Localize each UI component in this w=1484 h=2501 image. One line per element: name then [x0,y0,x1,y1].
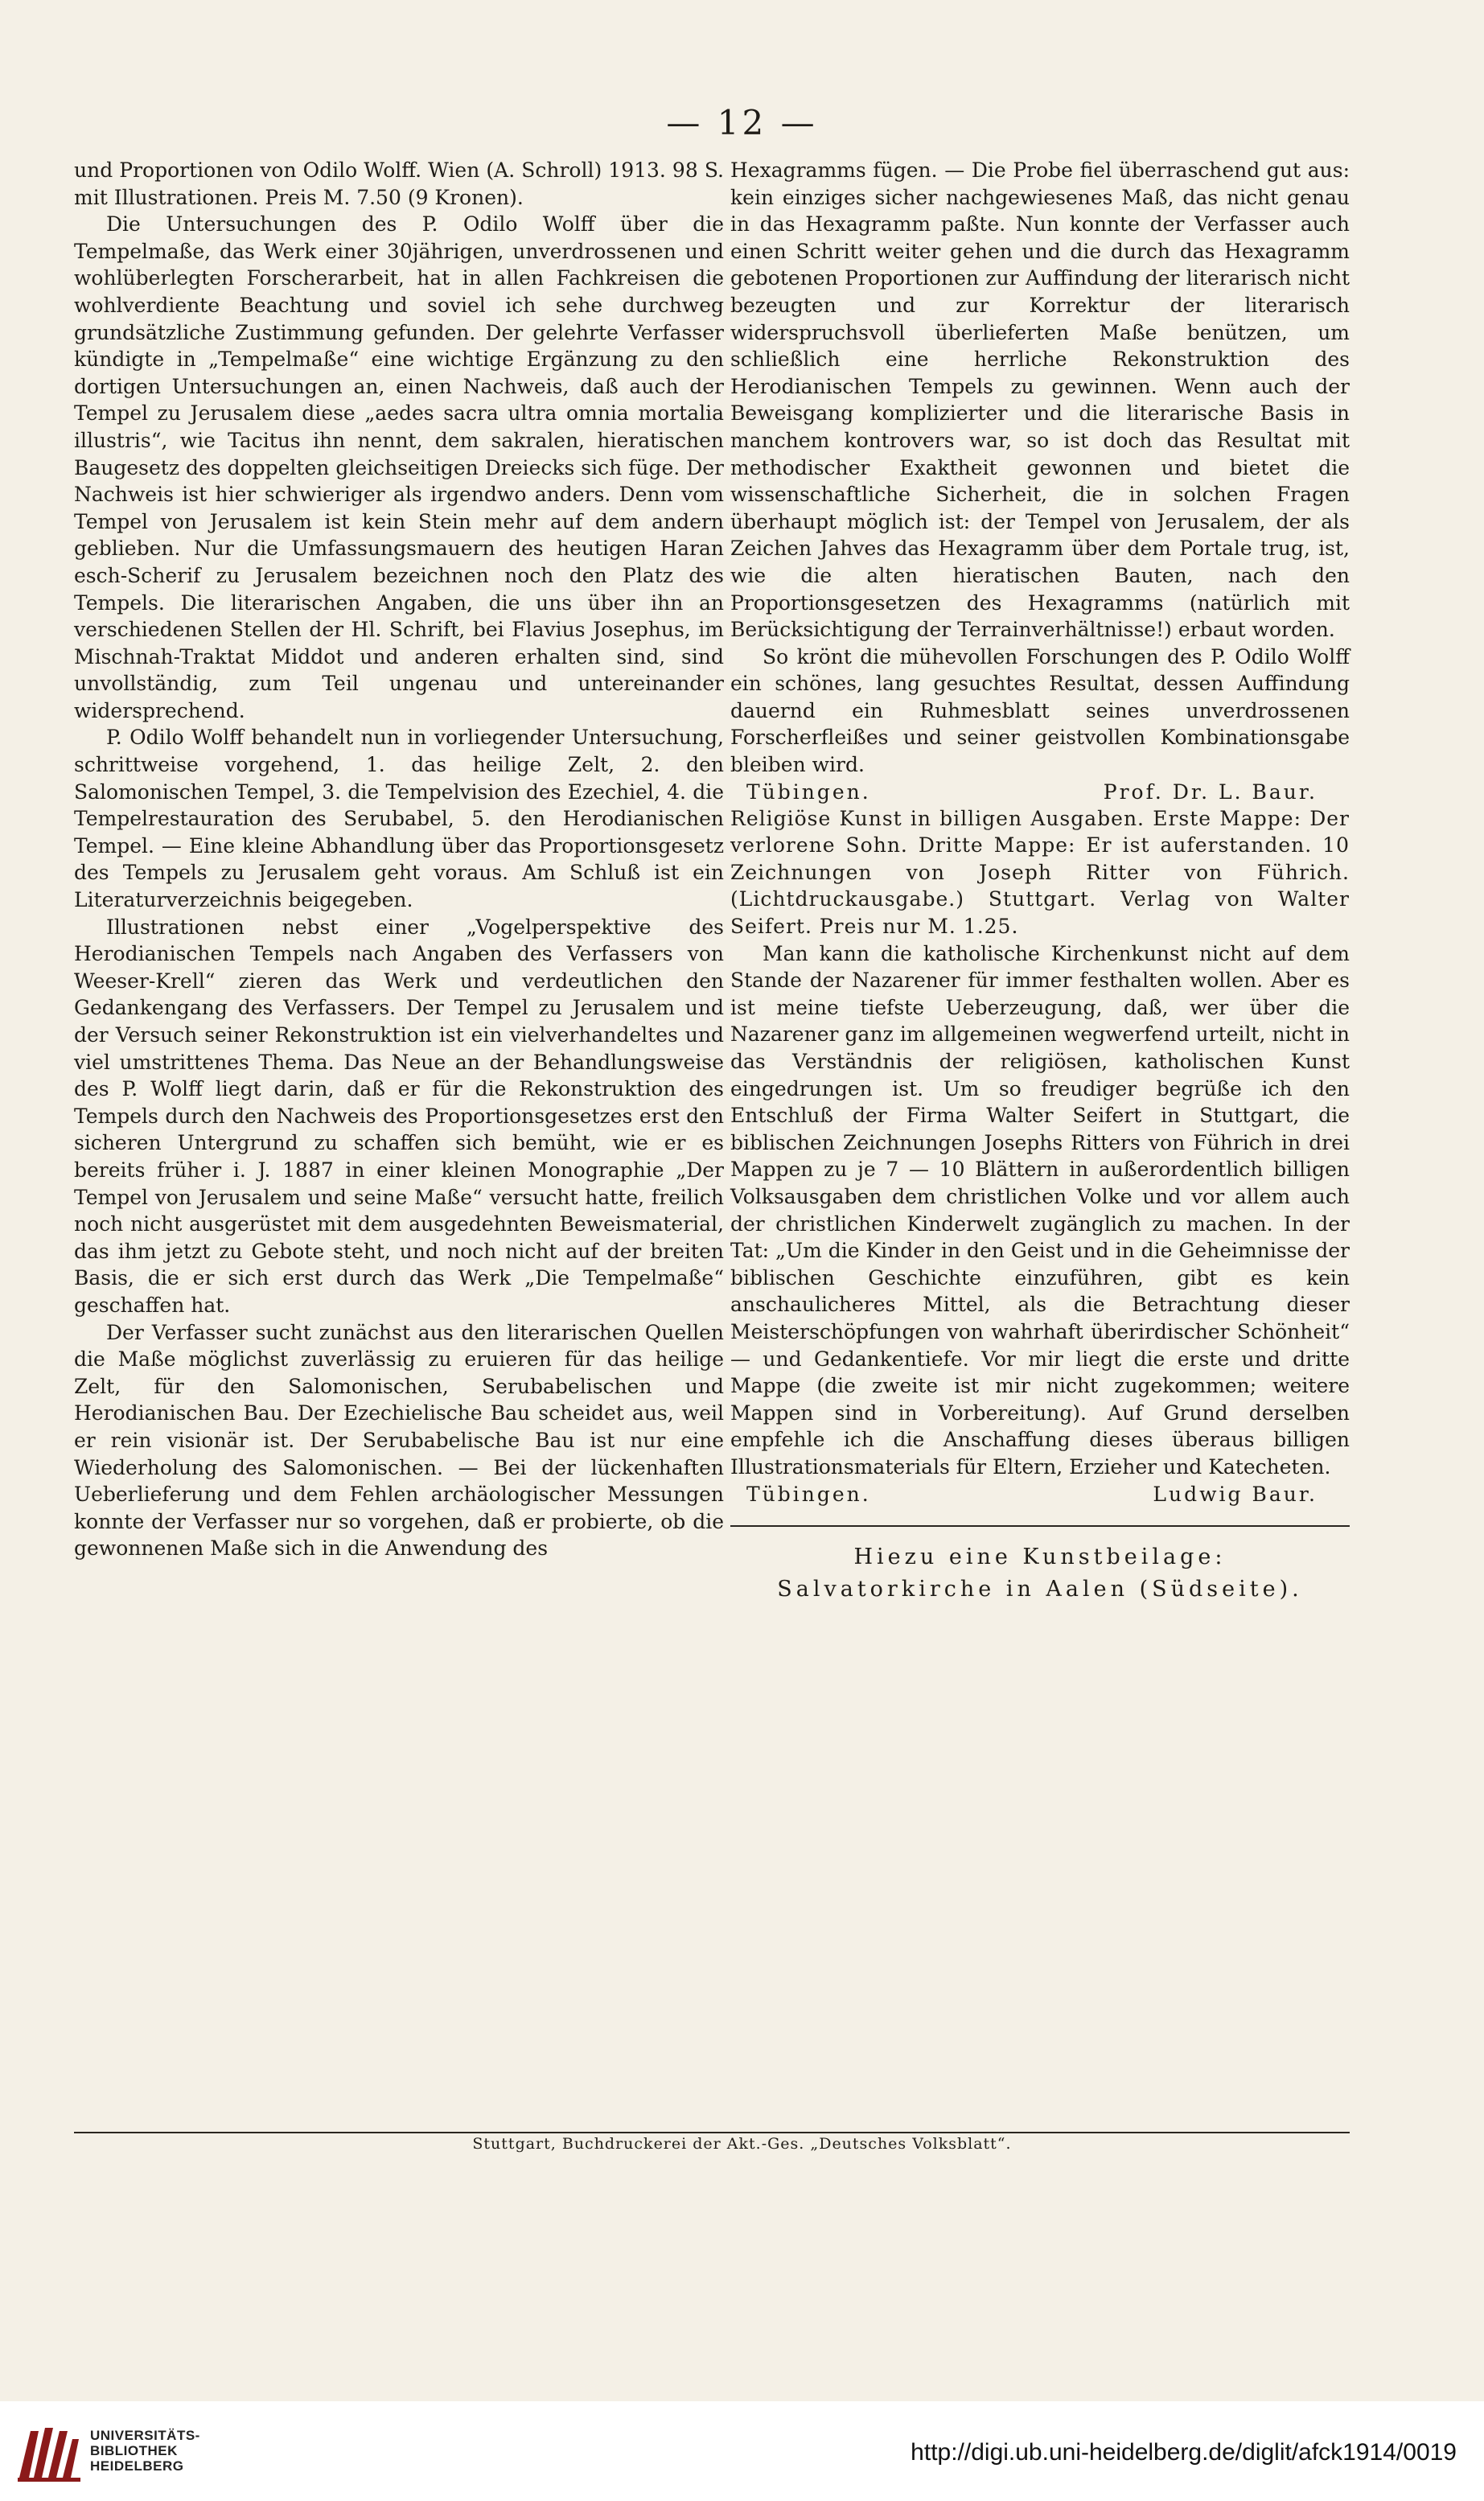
review-headline: und Proportionen von Odilo Wolff. Wien (A. Schroll) 1913. 98 S. mit Illustrationen. Preis M. 7.50 (9 Kronen). [74,158,724,209]
page-number: — 12 — [666,103,818,142]
paragraph: Die Untersuchungen des P. Odilo Wolff über die Tempelmaße, das Werk einer 30jährigen, unverdrossenen und wohlüberlegten Forscherarbeit, hat in allen Fachkreisen die wohlverdiente Beachtung und soviel ich sehe durchweg grundsätzliche Zustimmung gefunden. Der gelehrte Verfasser kündigte in „Tempelmaße“ eine wichtige Ergänzung zu den dortigen Untersuchungen an, einen Nachweis, daß auch der Tempel zu Jerusalem diese „aedes sacra ultra omnia mortalia illustris“, wie Tacitus ihn nennt, dem sakralen, hieratischen Baugesetz des doppelten gleichseitigen Dreiecks sich füge. Der Nachweis ist hier schwieriger als irgendwo anders. Denn vom Tempel von Jerusalem ist kein Stein mehr auf dem andern geblieben. Nur die Umfassungsmauern des heutigen Haran esch-Scherif zu Jerusalem bezeichnen noch den Platz des Tempels. Die literarischen Angaben, die uns über ihn an verschiedenen Stellen der Hl. Schrift, bei Flavius Josephus, im Mischnah-Traktat Middot und anderen erhalten sind, sind unvollständig, zum Teil ungenau und untereinander widersprechend. [74,212,724,722]
signature [730,779,1350,805]
paragraph: So krönt die mühevollen Forschungen des P. Odilo Wolff ein schönes, lang gesuchtes Resultat, dessen Auffindung dauernd ein Ruhmesblatt seines unverdrossenen Forscherfleißes und seiner geistvollen Kombinationsgabe bleiben wird. [730,644,1350,777]
signature-place: Tübingen. [746,1482,871,1506]
footer-rule [74,2132,1350,2133]
signature [730,1481,1350,1508]
university-seal-icon [14,2421,84,2486]
supplement-title: Salvatorkirche in Aalen (Südseite). [777,1576,1303,1602]
paragraph: Man kann die katholische Kirchenkunst nicht auf dem Stande der Nazarener für immer festhalten wollen. Aber es ist meine tiefste Ueberzeugung, daß, wer über die Nazarener ganz im allgemeinen wegwerfend urteilt, nicht in das Verständnis der religiösen, katholischen Kunst eingedrungen ist. Um so freudiger begrüße ich den Entschluß der Firma Walter Seifert in Stuttgart, die biblischen Zeichnungen Josephs Ritters von Führich in drei Mappen zu je 7 — 10 Blättern in außerordentlich billigen Volksausgaben dem christlichen Volke und vor allem auch der christlichen Kinderwelt zugänglich zu machen. In der Tat: „Um die Kinder in den Geist und in die Geheimnisse der biblischen Geschichte einzuführen, gibt es kein anschaulicheres Mittel, als die Betrachtung dieser Meisterschöpfungen von wahrhaft überirdischer Schönheit“ — und Gedankentiefe. Vor mir liegt die erste und dritte Mappe (die zweite ist mir nicht zugekommen; weitere Mappen sind in Vorbereitung). Auf Grund derselben empfehle ich die Anschaffung dieses überaus billigen Illustrationsmaterials für Eltern, Erzieher und Katecheten. [730,941,1350,1479]
signature-name: Ludwig Baur. [1153,1482,1318,1506]
supplement-note: Hiezu eine Kunstbeilage: [853,1544,1227,1569]
divider [730,1525,1350,1527]
signature-name: Prof. Dr. L. Baur. [1103,780,1318,804]
review-headline: Religiöse Kunst in billigen Ausgaben. Erste Mappe: Der verlorene Sohn. Dritte Mappe: Er ist auferstanden. 10 Zeichnungen von Joseph Ritter von Führich. (Lichtdruckausgabe.) Stuttgart. Verlag von Walter Seifert. Preis nur M. 1.25. [730,806,1350,939]
source-url-link[interactable]: http://digi.ub.uni-heidelberg.de/diglit/afck1914/0019 [911,2439,1457,2466]
left-column [74,157,724,1562]
paragraph: Hexagramms fügen. — Die Probe fiel überraschend gut aus: kein einziges sicher nachgewiesenes Maß, das nicht genau in das Hexagramm paßte. Nun konnte der Verfasser auch einen Schritt weiter gehen und die durch das Hexagramm gebotenen Proportionen zur Auffindung der literarisch nicht bezeugten und zur Korrektur der literarisch widerspruchsvoll überlieferten Maße benützen, um schließlich eine herrliche Rekonstruktion des Herodianischen Tempels zu gewinnen. Wenn auch der Beweisgang komplizierter und die literarische Basis in manchem kontrovers war, so ist doch das Resultat mit methodischer Exaktheit gewonnen und bietet die wissenschaftliche Sicherheit, die in solchen Fragen überhaupt möglich ist: der Tempel von Jerusalem, der als Zeichen Jahves das Hexagramm über dem Portale trug, ist, wie die alten hieratischen Bauten, nach den Proportionsgesetzen des Hexagramms (natürlich mit Berücksichtigung der Terrainverhältnisse!) erbaut worden. [730,158,1350,642]
paragraph: Der Verfasser sucht zunächst aus den literarischen Quellen die Maße möglichst zuverlässig zu eruieren für das heilige Zelt, für den Salomonischen, Serubabelischen und Herodianischen Bau. Der Ezechielische Bau scheidet aus, weil er rein visionär ist. Der Serubabelische Bau ist nur eine Wiederholung des Salomonischen. — Bei der lückenhaften Ueberlieferung und dem Fehlen archäologischer Messungen konnte der Verfasser nur so vorgehen, daß er probierte, ob die gewonnenen Maße sich in die Anwendung des [74,1320,724,1561]
right-column [730,157,1350,1606]
colophon: Stuttgart, Buchdruckerei der Akt.-Ges. „Deutsches Volksblatt“. [472,2135,1012,2153]
library-name: UNIVERSITÄTS- BIBLIOTHEK HEIDELBERG [90,2428,200,2474]
paragraph: P. Odilo Wolff behandelt nun in vorliegender Untersuchung, schrittweise vorgehend, 1. das heilige Zelt, 2. den Salomonischen Tempel, 3. die Tempelvision des Ezechiel, 4. die Tempelrestauration des Serubabel, 5. den Herodianischen Tempel. — Eine kleine Abhandlung über das Proportionsgesetz des Tempels zu Jerusalem geht voraus. Am Schluß ist ein Literaturverzeichnis beigegeben. [74,726,724,912]
paragraph: Illustrationen nebst einer „Vogelperspektive des Herodianischen Tempels nach Angaben des Verfassers von Weeser-Krell“ zieren das Werk und verdeutlichen den Gedankengang des Verfassers. Der Tempel zu Jerusalem und der Versuch seiner Rekonstruktion ist ein vielverhandeltes und viel umstrittenes Thema. Das Neue an der Behandlungsweise des P. Wolff liegt darin, daß er für die Rekonstruktion des Tempels durch den Nachweis des Proportionsgesetzes erst den sicheren Untergrund zu schaffen sich bemüht, wie er es bereits früher i. J. 1887 in einer kleinen Monographie „Der Tempel von Jerusalem und seine Maße“ versucht hatte, freilich noch nicht ausgerüstet mit dem ausgedehnten Beweismaterial, das ihm jetzt zu Gebote steht, und noch nicht auf der breiten Basis, die er sich erst durch das Werk „Die Tempelmaße“ geschaffen hat. [74,915,724,1317]
signature-place: Tübingen. [746,780,871,804]
